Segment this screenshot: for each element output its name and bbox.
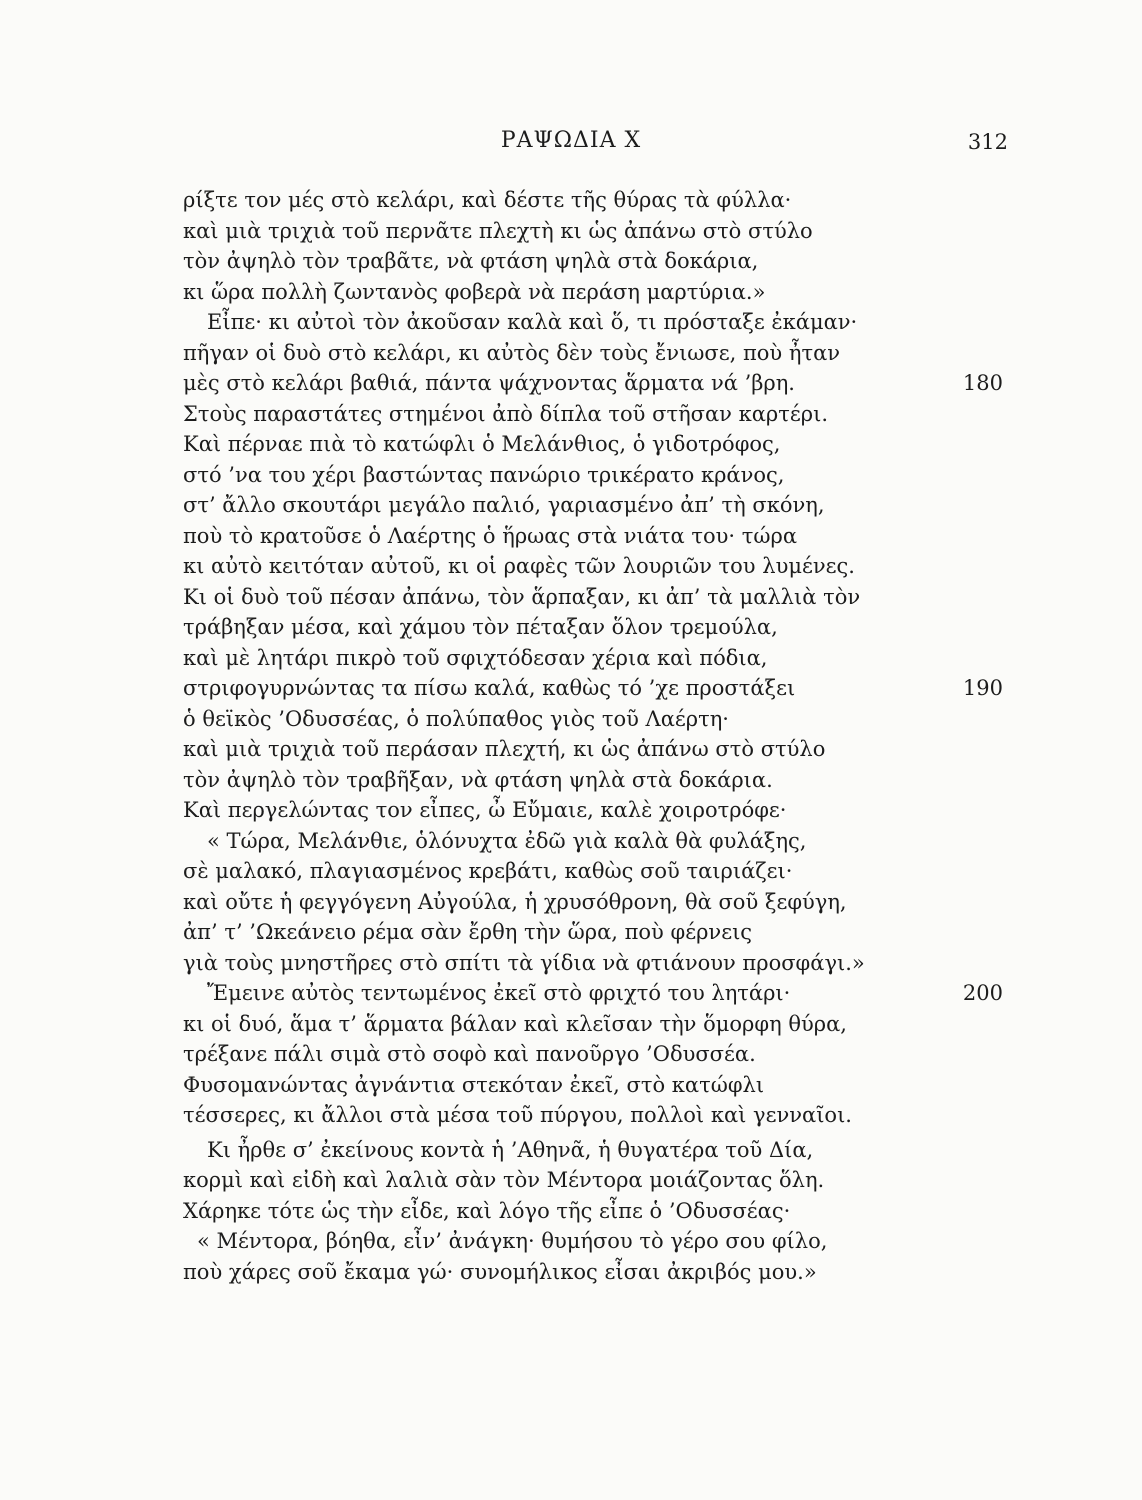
verse-block: [183, 185, 1003, 1287]
verse-text: κι οἱ δυό, ἅμα τ’ ἅρματα βάλαν καὶ κλεῖσαν τὴν ὅμορφη θύρα,: [183, 1011, 847, 1036]
verse-text: Εἶπε· κι αὐτοὶ τὸν ἀκοῦσαν καλὰ καὶ ὅ, τι πρόσταξε ἐκάμαν·: [207, 310, 858, 334]
verse-text: ἀπ’ τ’ ’Ωκεάνειο ρέμα σὰν ἔρθη τὴν ὥρα, ποὺ φέρνεις: [183, 920, 753, 944]
verse-line: [183, 795, 1003, 826]
verse-line: [183, 917, 1003, 948]
verse-text: στριφογυρνώντας τα πίσω καλά, καθὼς τό ’χε προστάξει: [183, 676, 796, 700]
verse-line: [183, 490, 1003, 521]
verse-text: στ’ ἄλλο σκουτάρι μεγάλο παλιό, γαριασμένο ἀπ’ τὴ σκόνη,: [183, 493, 825, 517]
verse-text: Στοὺς παραστάτες στημένοι ἀπὸ δίπλα τοῦ στῆσαν καρτέρι.: [183, 401, 829, 426]
verse-text: καὶ μὲ λητάρι πικρὸ τοῦ σφιχτόδεσαν χέρια καὶ πόδια,: [183, 645, 768, 670]
verse-line: [183, 1070, 1003, 1101]
verse-line: [183, 704, 1003, 735]
verse-text: τρέξανε πάλι σιμὰ στὸ σοφὸ καὶ πανοῦργο ’Οδυσσέα.: [183, 1042, 756, 1066]
verse-line: [183, 551, 1003, 582]
line-number: 180: [962, 371, 1003, 395]
verse-text: « Μέντορα, βόηθα, εἶν’ ἀνάγκη· θυμήσου τὸ γέρο σου φίλο,: [197, 1229, 828, 1253]
verse-line: [183, 734, 1003, 765]
verse-line: [183, 826, 1003, 857]
verse-text: Κι ἦρθε σ’ ἐκείνους κοντὰ ἡ ’Αθηνᾶ, ἡ θυγατέρα τοῦ Δία,: [207, 1137, 814, 1162]
verse-line: [183, 582, 1003, 613]
verse-line: [183, 1196, 1003, 1227]
verse-text: καὶ μιὰ τριχιὰ τοῦ περάσαν πλεχτή, κι ὡς ἀπάνω στὸ στύλο: [183, 737, 826, 761]
verse-text: καὶ μιὰ τριχιὰ τοῦ περνᾶτε πλεχτὴ κι ὡς ἀπάνω στὸ στύλο: [183, 218, 813, 243]
verse-text: τράβηξαν μέσα, καὶ χάμου τὸν πέταξαν ὅλον τρεμούλα,: [183, 615, 778, 639]
verse-text: Καὶ πέρναε πιὰ τὸ κατώφλι ὁ Μελάνθιος, ὁ γιδοτρόφος,: [183, 432, 781, 456]
verse-text: τέσσερες, κι ἄλλοι στὰ μέσα τοῦ πύργου, πολλοὶ καὶ γενναῖοι.: [183, 1103, 852, 1127]
verse-line: [183, 1009, 1003, 1040]
verse-line: [183, 1039, 1003, 1070]
verse-line: [183, 368, 1003, 399]
verse-text: ρίξτε τον μές στὸ κελάρι, καὶ δέστε τῆς θύρας τὰ φύλλα·: [183, 188, 792, 212]
verse-text: Ἔμεινε αὐτὸς τεντωμένος ἐκεῖ στὸ φριχτό του λητάρι·: [207, 981, 791, 1005]
verse-text: στό ’να του χέρι βαστώντας πανώριο τρικέρατο κράνος,: [183, 462, 785, 487]
line-number: 190: [962, 676, 1003, 700]
verse-line: [183, 978, 1003, 1009]
verse-line: [183, 1226, 1003, 1257]
verse-text: μὲς στὸ κελάρι βαθιά, πάντα ψάχνοντας ἅρματα νά ’βρη.: [183, 371, 795, 395]
verse-text: κορμὶ καὶ εἰδὴ καὶ λαλιὰ σὰν τὸν Μέντορα μοιάζοντας ὅλη.: [183, 1168, 825, 1192]
line-number: 200: [962, 981, 1003, 1005]
verse-line: [183, 1135, 1003, 1166]
verse-line: [183, 887, 1003, 918]
verse-line: [183, 673, 1003, 704]
verse-text: πῆγαν οἱ δυὸ στὸ κελάρι, κι αὐτὸς δὲν τοὺς ἔνιωσε, ποὺ ἦταν: [183, 340, 841, 365]
verse-text: ὁ θεϊκὸς ’Οδυσσέας, ὁ πολύπαθος γιὸς τοῦ Λαέρτη·: [183, 706, 729, 731]
verse-line: [183, 307, 1003, 338]
verse-text: τὸν ἀψηλὸ τὸν τραβᾶτε, νὰ φτάση ψηλὰ στὰ δοκάρια,: [183, 249, 759, 273]
verse-line: [183, 246, 1003, 277]
chapter-title: ΡΑΨΩΔΙΑ Χ: [500, 128, 642, 153]
verse-line: [183, 1257, 1003, 1288]
verse-text: κι αὐτὸ κειτόταν αὐτοῦ, κι οἱ ραφὲς τῶν λουριῶν του λυμένες.: [183, 554, 855, 578]
verse-line: [183, 185, 1003, 216]
verse-text: καὶ οὔτε ἡ φεγγόγενη Αὐγούλα, ἡ χρυσόθρονη, θὰ σοῦ ξεφύγη,: [183, 889, 847, 914]
verse-line: [183, 277, 1003, 308]
verse-text: κι ὥρα πολλὴ ζωντανὸς φοβερὰ νὰ περάση μαρτύρια.»: [183, 279, 766, 304]
verse-line: [183, 856, 1003, 887]
page-number: 312: [967, 130, 1008, 154]
verse-line: [183, 521, 1003, 552]
verse-line: [183, 460, 1003, 491]
verse-line: [183, 643, 1003, 674]
verse-line: [183, 399, 1003, 430]
verse-line: [183, 612, 1003, 643]
verse-line: [183, 948, 1003, 979]
verse-text: Χάρηκε τότε ὡς τὴν εἶδε, καὶ λόγο τῆς εἶπε ὁ ’Οδυσσέας·: [183, 1198, 791, 1223]
verse-text: γιὰ τοὺς μνηστῆρες στὸ σπίτι τὰ γίδια νὰ φτιάνουν προσφάγι.»: [183, 950, 865, 975]
verse-line: [183, 429, 1003, 460]
verse-line: [183, 765, 1003, 796]
verse-line: [183, 1165, 1003, 1196]
verse-text: ποὺ χάρες σοῦ ἔκαμα γώ· συνομήλικος εἶσαι ἀκριβός μου.»: [183, 1259, 817, 1284]
verse-line: [183, 1100, 1003, 1131]
verse-line: [183, 338, 1003, 369]
verse-text: ποὺ τὸ κρατοῦσε ὁ Λαέρτης ὁ ἥρωας στὰ νιάτα του· τώρα: [183, 523, 798, 548]
verse-text: Κι οἱ δυὸ τοῦ πέσαν ἀπάνω, τὸν ἅρπαξαν, κι ἀπ’ τὰ μαλλιὰ τὸν: [183, 584, 861, 609]
verse-line: [183, 216, 1003, 247]
verse-text: Φυσομανώντας ἀγνάντια στεκόταν ἐκεῖ, στὸ κατώφλι: [183, 1072, 765, 1097]
verse-text: Καὶ περγελώντας τον εἶπες, ὦ Εὔμαιε, καλὲ χοιροτρόφε·: [183, 798, 787, 822]
verse-text: σὲ μαλακό, πλαγιασμένος κρεβάτι, καθὼς σοῦ ταιριάζει·: [183, 859, 793, 883]
verse-text: τὸν ἀψηλὸ τὸν τραβῆξαν, νὰ φτάση ψηλὰ στὰ δοκάρια.: [183, 767, 773, 792]
verse-text: « Τώρα, Μελάνθιε, ὁλόνυχτα ἐδῶ γιὰ καλὰ θὰ φυλάξης,: [207, 828, 807, 853]
